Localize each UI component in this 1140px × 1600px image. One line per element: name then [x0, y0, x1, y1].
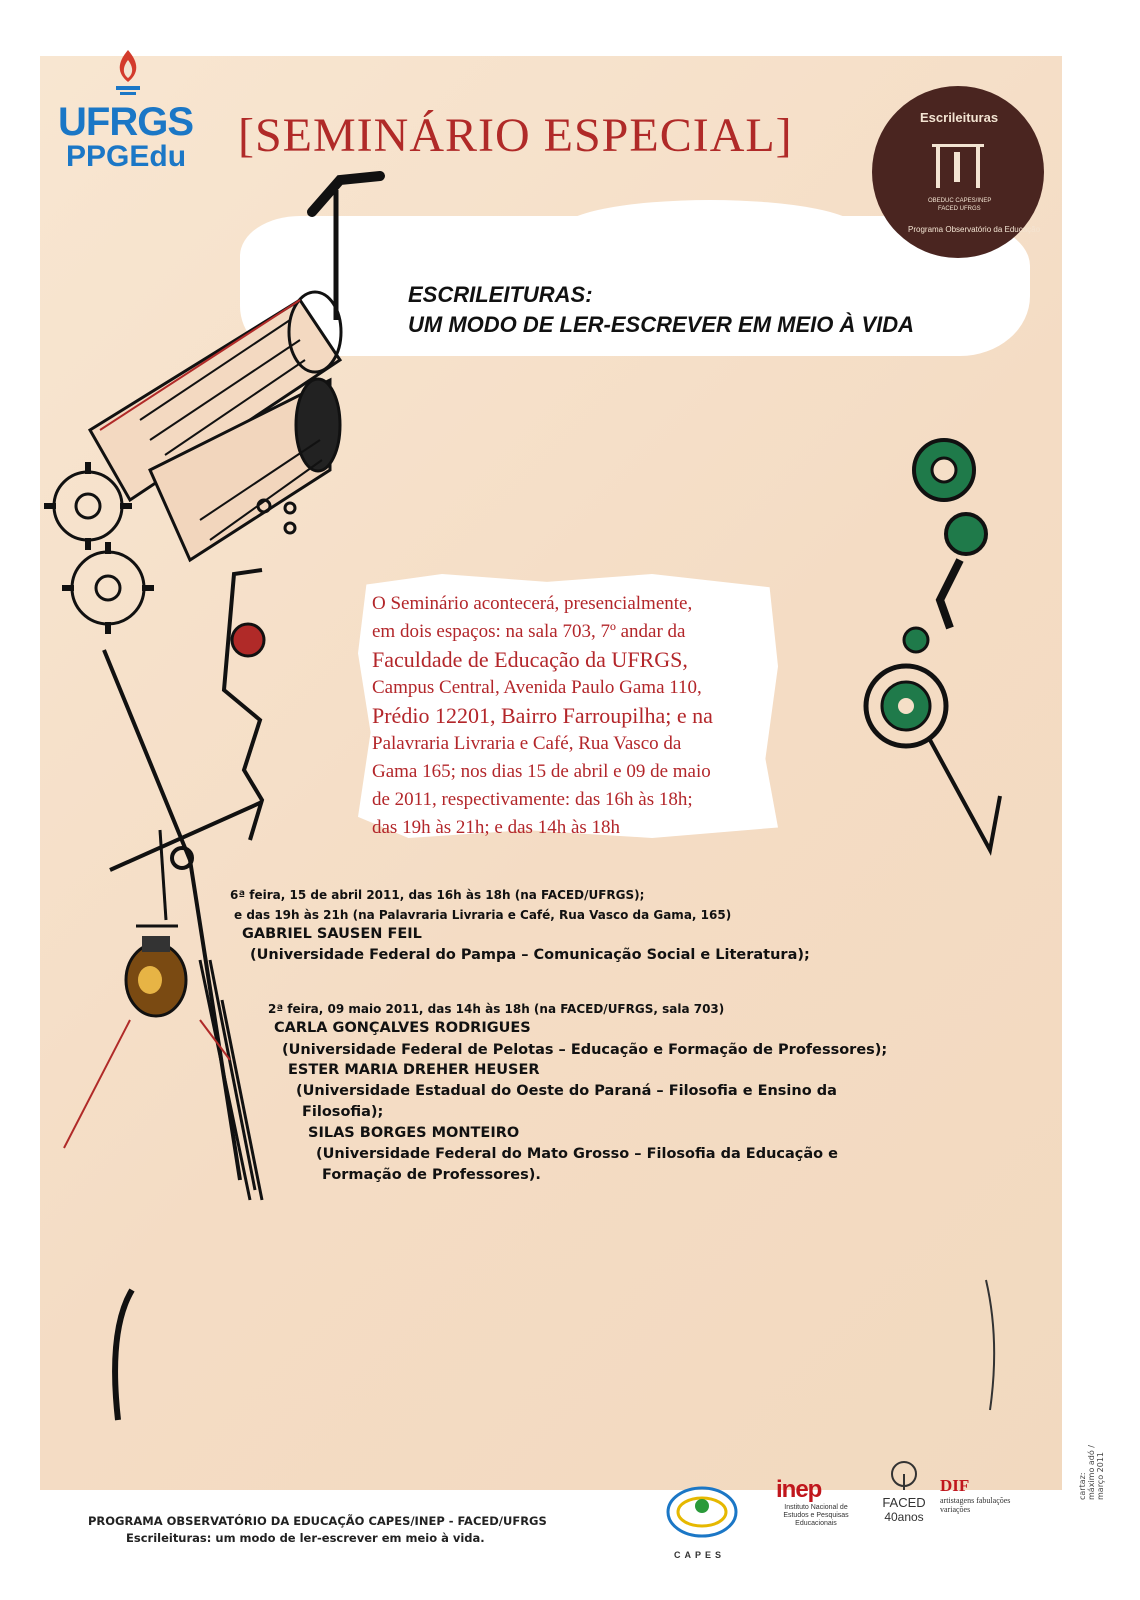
event1-institution: (Universidade Federal do Pampa – Comunicação Social e Literatura);: [250, 947, 810, 963]
faced-label: FACED: [882, 1495, 926, 1510]
seal-line1: OBEDUC CAPES/INEP: [928, 198, 992, 204]
ufrgs-logo: [58, 48, 218, 173]
event1-date: 6ª feira, 15 de abril 2011, das 16h às 18h (na FACED/UFRGS);: [230, 888, 645, 902]
dif-logo: [940, 1476, 1036, 1514]
notice-line: Gama 165; nos dias 15 de abril e 09 de maio: [372, 761, 711, 782]
dif-subtitle: artistagens fabulações variações: [940, 1496, 1011, 1514]
event2-institution3-cont: Formação de Professores).: [322, 1167, 541, 1183]
notice-line: Campus Central, Avenida Paulo Gama 110,: [372, 677, 702, 698]
logo-ufrgs-text: UFRGS: [58, 100, 193, 144]
seminar-heading: [408, 280, 914, 340]
heading-line1: ESCRILEITURAS:: [408, 282, 593, 307]
seal-ring: Programa Observatório da Educação: [908, 225, 1041, 234]
flame-icon: [108, 48, 148, 98]
notice-line: O Seminário acontecerá, presencialmente,: [372, 593, 693, 614]
seal-line2: FACED UFRGS: [938, 206, 981, 212]
event2-institution2: (Universidade Estadual do Oeste do Paraná – Filosofia e Ensino da: [296, 1083, 837, 1099]
event2-institution2-cont: Filosofia);: [302, 1104, 384, 1120]
event2-speaker3: SILAS BORGES MONTEIRO: [308, 1125, 520, 1141]
notice-line: Prédio 12201, Bairro Farroupilha; e na: [372, 703, 713, 728]
logo-ppgedu-text: PPGEdu: [66, 140, 187, 173]
faced-years: 40anos: [884, 1510, 924, 1524]
inep-subtitle: Instituto Nacional de Estudos e Pesquisas Educacionais: [783, 1504, 849, 1527]
event2-speaker1: CARLA GONÇALVES RODRIGUES: [274, 1020, 531, 1036]
page-title: [SEMINÁRIO ESPECIAL]: [238, 109, 793, 162]
escrileituras-seal-icon: [868, 82, 1048, 262]
dif-wordmark: DIF: [940, 1476, 970, 1495]
event2-institution1: (Universidade Federal de Pelotas – Educação e Formação de Professores);: [282, 1042, 888, 1058]
poster-credit: cartaz: máximo adó / março 2011: [1078, 1445, 1105, 1500]
faced-logo: [876, 1460, 932, 1524]
footer-subtitle: Escrileituras: um modo de ler-escrever em meio à vida.: [126, 1531, 485, 1545]
notice-line: de 2011, respectivamente: das 16h às 18h;: [372, 789, 693, 810]
notice-text: [372, 590, 764, 842]
inep-logo: [776, 1476, 856, 1528]
notice-line: Faculdade de Educação da UFRGS,: [372, 647, 688, 672]
notice-line: Palavraria Livraria e Café, Rua Vasco da: [372, 733, 682, 754]
capes-logo-icon: [662, 1476, 742, 1546]
heading-line2: UM MODO DE LER-ESCREVER EM MEIO À VIDA: [408, 312, 915, 337]
event2-date: 2ª feira, 09 maio 2011, das 14h às 18h (na FACED/UFRGS, sala 703): [268, 1002, 725, 1016]
event2-speaker2: ESTER MARIA DREHER HEUSER: [288, 1062, 540, 1078]
notice-line: das 19h às 21h; e das 14h às 18h: [372, 817, 621, 838]
notice-line: em dois espaços: na sala 703, 7º andar da: [372, 621, 686, 642]
event1-speaker: GABRIEL SAUSEN FEIL: [242, 926, 422, 942]
tree-icon: [884, 1460, 924, 1492]
capes-label: CAPES: [674, 1550, 726, 1560]
inep-wordmark: inep: [776, 1476, 822, 1503]
footer-program: PROGRAMA OBSERVATÓRIO DA EDUCAÇÃO CAPES/INEP - FACED/UFRGS: [88, 1514, 547, 1528]
seal-name: Escrileituras: [920, 110, 999, 125]
event2-institution3: (Universidade Federal do Mato Grosso – Filosofia da Educação e: [316, 1146, 839, 1162]
event1-date2: e das 19h às 21h (na Palavraria Livraria e Café, Rua Vasco da Gama, 165): [234, 908, 732, 922]
